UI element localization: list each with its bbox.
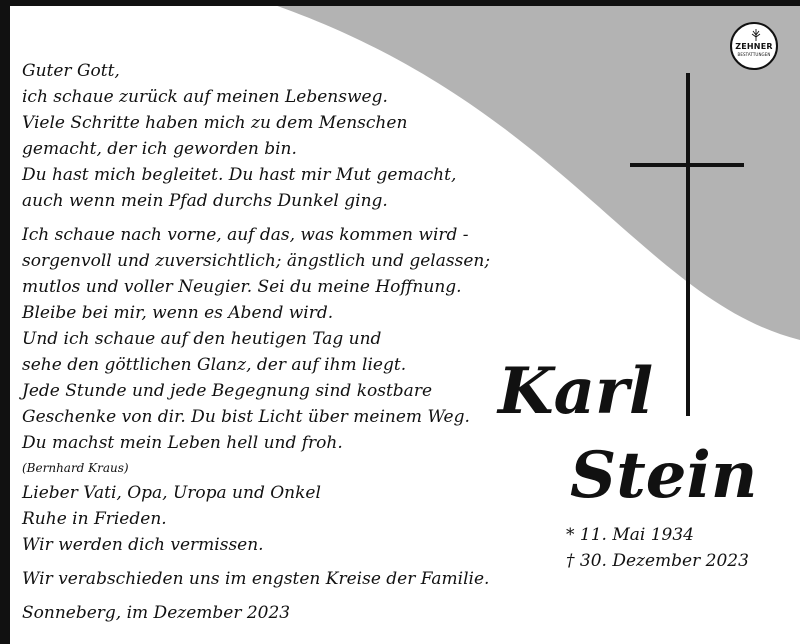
- stanza-gap: [22, 214, 472, 222]
- section-gap: [22, 592, 472, 600]
- poem-author: (Bernhard Kraus): [22, 461, 129, 475]
- poem-line: Guter Gott,: [22, 61, 120, 81]
- poem-line: Ich schaue nach vorne, auf das, was kommen wird -: [22, 225, 469, 245]
- deceased-last-name: Stein: [570, 438, 758, 513]
- poem-line: Und ich schaue auf den heutigen Tag und: [22, 329, 382, 349]
- funeral-home-logo: [730, 22, 778, 70]
- farewell-line: Lieber Vati, Opa, Uropa und Onkel: [22, 483, 321, 503]
- poem-line: ich schaue zurück auf meinen Lebensweg.: [22, 87, 388, 107]
- poem-line: Du hast mich begleitet. Du hast mir Mut gemacht,: [22, 165, 457, 185]
- logo-subtitle: BESTATTUNGEN: [737, 52, 771, 57]
- poem-line: mutlos und voller Neugier. Sei du meine Hoffnung.: [22, 277, 462, 297]
- poem-line: auch wenn mein Pfad durchs Dunkel ging.: [22, 191, 388, 211]
- poem-block: [22, 58, 491, 626]
- cross-vertical-beam: [686, 73, 690, 416]
- deceased-first-name: Karl: [498, 354, 654, 429]
- place-date: Sonneberg, im Dezember 2023: [22, 603, 291, 623]
- death-date: † 30. Dezember 2023: [566, 551, 749, 571]
- poem-line: Du machst mein Leben hell und froh.: [22, 433, 343, 453]
- poem-line: Jede Stunde und jede Begegnung sind kostbare: [22, 381, 433, 401]
- poem-line: Geschenke von dir. Du bist Licht über meinem Weg.: [22, 407, 470, 427]
- birth-date: * 11. Mai 1934: [566, 525, 694, 545]
- poem-line: sehe den göttlichen Glanz, der auf ihm liegt.: [22, 355, 407, 375]
- logo-name: ZEHNER: [735, 42, 773, 51]
- poem-line: gemacht, der ich geworden bin.: [22, 139, 297, 159]
- poem-line: sorgenvoll und zuversichtlich; ängstlich und gelassen;: [22, 251, 491, 271]
- tree-icon: [751, 29, 761, 41]
- life-dates: [566, 522, 749, 574]
- family-note: Wir verabschieden uns im engsten Kreise der Familie.: [22, 569, 490, 589]
- poem-line: Bleibe bei mir, wenn es Abend wird.: [22, 303, 334, 323]
- farewell-line: Wir werden dich vermissen.: [22, 535, 264, 555]
- cross-horizontal-beam: [630, 163, 744, 167]
- poem-line: Viele Schritte haben mich zu dem Menschen: [22, 113, 408, 133]
- section-gap: [22, 558, 472, 566]
- farewell-line: Ruhe in Frieden.: [22, 509, 167, 529]
